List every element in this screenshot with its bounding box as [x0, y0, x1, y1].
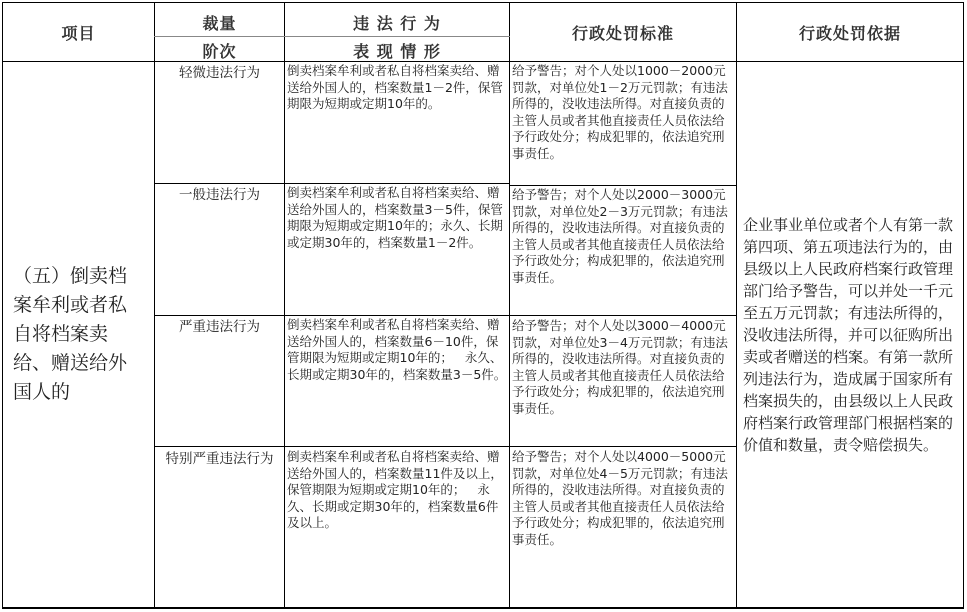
row-2-behavior: 倒卖档案牟利或者私自将档案卖给、赠送给外国人的，档案数量3－5件，保管期限为短期或定期10年的；永久、长期或定期30年的，档案数量1－2件。 [287, 185, 503, 250]
basis-text: 企业事业单位或者个人有第一款第四项、第五项违法行为的，由县级以上人民政府档案行政管理部门给予警告，可以并处一千元至五万元罚款；有违法所得的，没收违法所得，并可以征购所出卖或者赠送的档案。有第一款所列违法行为，造成属于国家所有档案损失的，由县级以上人民政府档案行政管理部门根据档案的价值和数量，责令赔偿损失。 [743, 215, 954, 454]
header-behavior-bottom: 表 现 情 形 [353, 41, 441, 61]
row-sep-2 [154, 315, 510, 316]
header-inner-sep [154, 36, 510, 37]
row-3-level: 严重违法行为 [179, 319, 260, 335]
row-2-standard: 给予警告；对个人处以2000－3000元罚款，对单位处2－3万元罚款；有违法所得的，没收违法所得。对直接负责的主管人员或者其他直接责任人员依法给予行政处分；构成犯罪的，依法追究刑事责任。 [512, 187, 728, 285]
header-basis: 行政处罚依据 [798, 23, 901, 43]
std-sep-3 [509, 446, 737, 447]
row-3-standard: 给予警告；对个人处以3000－4000元罚款，对单位处3－4万元罚款；有违法所得的，没收违法所得。对直接负责的主管人员或者其他直接责任人员依法给予行政处分；构成犯罪的，依法追究刑事责任。 [512, 318, 728, 416]
item-text: （五）倒卖档案牟利或者私自将档案卖给、赠送给外国人的 [13, 265, 128, 403]
row-3-behavior: 倒卖档案牟利或者私自将档案卖给、赠送给外国人的，档案数量6－10件，保管期限为短期或定期10年的； 永久、长期或定期30年的，档案数量3－5件。 [287, 317, 507, 382]
row-1-behavior: 倒卖档案牟利或者私自将档案卖给、赠送给外国人的，档案数量1－2件，保管期限为短期或定期10年的。 [287, 63, 503, 111]
col-sep-2 [284, 2, 285, 609]
row-2-level: 一般违法行为 [179, 187, 260, 203]
row-1-standard: 给予警告；对个人处以1000－2000元罚款，对单位处1－2万元罚款；有违法所得的，没收违法所得。对直接负责的主管人员或者其他直接责任人员依法给予行政处分；构成犯罪的，依法追究刑事责任。 [512, 63, 728, 161]
row-4-standard: 给予警告；对个人处以4000－5000元罚款，对单位处4－5万元罚款；有违法所得的，没收违法所得。对直接负责的主管人员或者其他直接责任人员依法给予行政处分；构成犯罪的，依法追究刑事责任。 [512, 449, 728, 547]
row-1-level: 轻微违法行为 [179, 65, 260, 81]
border-bottom [2, 607, 964, 609]
border-top [2, 2, 964, 3]
row-sep-1 [154, 183, 510, 184]
header-item: 项目 [61, 23, 96, 43]
header-standard: 行政处罚标准 [571, 23, 674, 43]
std-sep-2 [509, 315, 737, 316]
header-sep [2, 61, 964, 62]
row-4-level: 特别严重违法行为 [165, 451, 274, 467]
border-right [963, 2, 964, 609]
header-level-top: 裁量 [202, 13, 237, 33]
col-sep-4 [736, 2, 737, 609]
header-behavior-top: 违 法 行 为 [353, 13, 441, 33]
border-left [2, 2, 3, 609]
col-sep-1 [154, 2, 155, 609]
row-4-behavior: 倒卖档案牟利或者私自将档案卖给、赠送给外国人的，档案数量11件及以上，保管期限为短期或定期10年的； 永久、长期或定期30年的，档案数量6件及以上。 [287, 449, 503, 530]
col-sep-3 [509, 2, 510, 609]
std-sep-1 [509, 185, 737, 186]
row-sep-3 [154, 446, 510, 447]
header-level-bottom: 阶次 [202, 41, 237, 61]
